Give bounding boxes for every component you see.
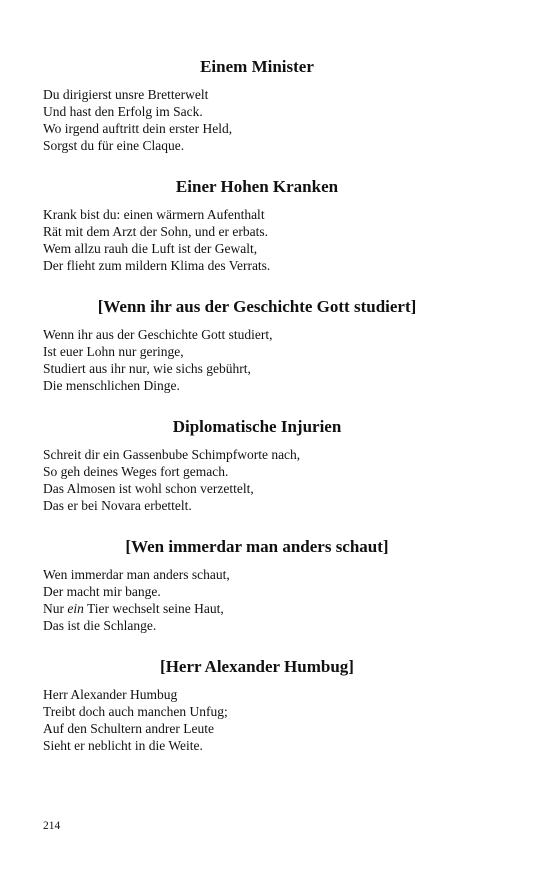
verse-segment: Tier wechselt seine Haut,	[83, 601, 224, 616]
verse-line: Der flieht zum mildern Klima des Verrats.	[43, 258, 271, 273]
verse-line: Und hast den Erfolg im Sack.	[43, 104, 203, 119]
verse-line: Krank bist du: einen wärmern Aufenthalt	[43, 207, 265, 222]
verse-line: Die menschlichen Dinge.	[43, 378, 180, 393]
verse-segment: Nur	[43, 601, 68, 616]
verse-line: Wen immerdar man anders schaut,	[43, 567, 230, 582]
verse-line: So geh deines Weges fort gemach.	[43, 464, 229, 479]
poem-title: Einer Hohen Kranken	[175, 177, 339, 196]
poem-diplomatische-injurien	[43, 416, 471, 514]
poem-title: [Wen immerdar man anders schaut]	[125, 537, 389, 556]
poem-title: [Wenn ihr aus der Geschichte Gott studiert]	[97, 297, 417, 316]
verse-line: Das ist die Schlange.	[43, 618, 157, 633]
verse-line: Rät mit dem Arzt der Sohn, und er erbats.	[43, 224, 268, 239]
verse-line: Ist euer Lohn nur geringe,	[43, 344, 184, 359]
verse-line: Sieht er neblicht in die Weite.	[43, 738, 203, 753]
verse-line: Wo irgend auftritt dein erster Held,	[43, 121, 233, 136]
poem-wen-immerdar	[43, 536, 471, 634]
verse-line: Treibt doch auch manchen Unfug;	[43, 704, 228, 719]
verse-line: Auf den Schultern andrer Leute	[43, 721, 214, 736]
verse-line: Du dirigierst unsre Bretterwelt	[43, 87, 209, 102]
poem-einem-minister	[43, 56, 471, 154]
page-number: 214	[43, 820, 61, 832]
poem-title: Diplomatische Injurien	[172, 417, 342, 436]
poem-wenn-ihr-aus-der-geschichte	[43, 296, 471, 394]
verse-emphasis: ein	[67, 601, 84, 616]
verse-line: Wem allzu rauh die Luft ist der Gewalt,	[43, 241, 258, 256]
poem-einer-hohen-kranken	[43, 176, 471, 274]
poem-title: [Herr Alexander Humbug]	[160, 657, 354, 676]
verse-line: Schreit dir ein Gassenbube Schimpfworte nach,	[43, 447, 301, 462]
verse-line: Wenn ihr aus der Geschichte Gott studiert,	[43, 327, 273, 342]
verse-line: Herr Alexander Humbug	[43, 687, 178, 702]
poem-herr-alexander-humbug	[43, 656, 471, 754]
page-body	[43, 56, 471, 776]
verse-line: Der macht mir bange.	[43, 584, 161, 599]
verse-line: Studiert aus ihr nur, wie sichs gebührt,	[43, 361, 251, 376]
verse-line: Sorgst du für eine Claque.	[43, 138, 185, 153]
verse-line	[43, 600, 471, 617]
poem-title: Einem Minister	[200, 57, 314, 76]
verse-line: Das Almosen ist wohl schon verzettelt,	[43, 481, 254, 496]
verse-line: Das er bei Novara erbettelt.	[43, 498, 192, 513]
